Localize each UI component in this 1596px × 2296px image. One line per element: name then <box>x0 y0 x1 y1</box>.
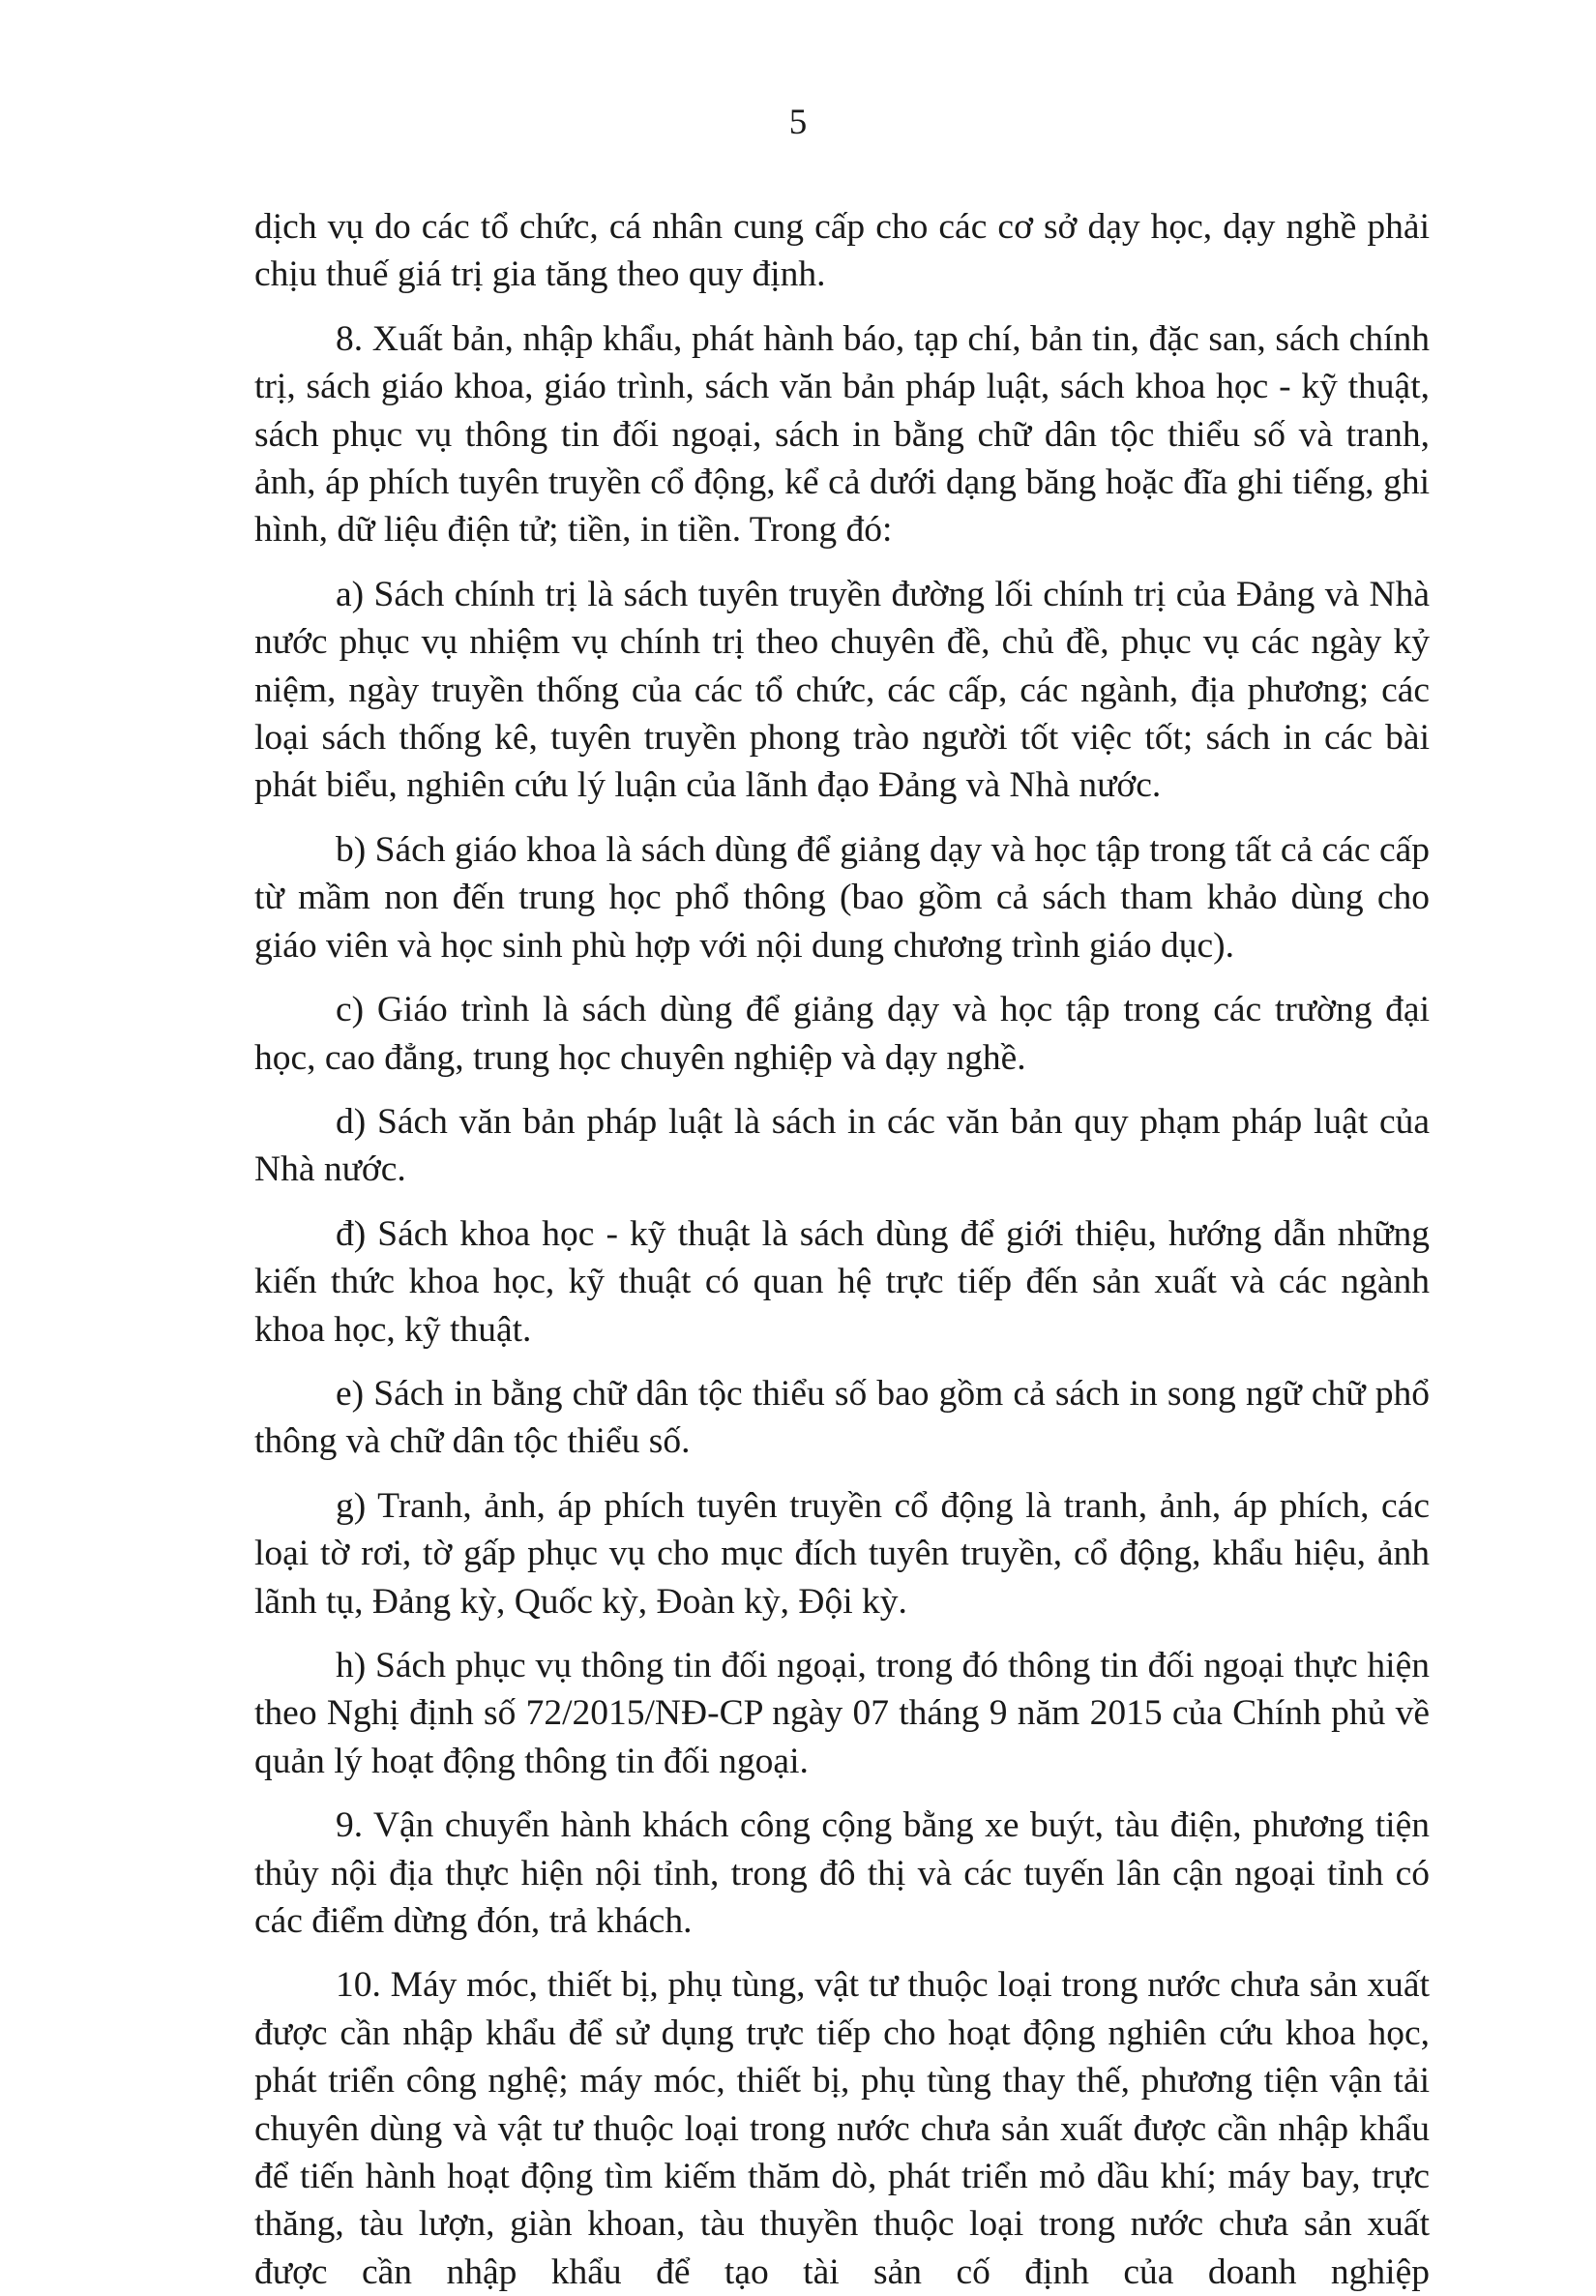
paragraph-item-8h: h) Sách phục vụ thông tin đối ngoại, trong đó thông tin đối ngoại thực hiện theo Nghị định số 72/2015/NĐ-CP ngày 07 tháng 9 năm 2015 của Chính phủ về quản lý hoạt động thông tin đối ngoại. <box>254 1645 1430 1781</box>
paragraph-continued: dịch vụ do các tổ chức, cá nhân cung cấp cho các cơ sở dạy học, dạy nghề phải chịu thuế giá trị gia tăng theo quy định. <box>254 207 1430 295</box>
paragraph-item-8a: a) Sách chính trị là sách tuyên truyền đường lối chính trị của Đảng và Nhà nước phục vụ nhiệm vụ chính trị theo chuyên đề, chủ đề, phục vụ các ngày kỷ niệm, ngày truyền thống của các tổ chức, các cấp, các ngành, địa phương; các loại sách thống kê, tuyên truyền phong trào người tốt việc tốt; sách in các bài phát biểu, nghiên cứu lý luận của lãnh đạo Đảng và Nhà nước. <box>254 574 1430 806</box>
paragraph-item-8g: g) Tranh, ảnh, áp phích tuyên truyền cổ động là tranh, ảnh, áp phích, các loại tờ rơi, tờ gấp phục vụ cho mục đích tuyên truyền, cổ động, khẩu hiệu, ảnh lãnh tụ, Đảng kỳ, Quốc kỳ, Đoàn kỳ, Đội kỳ. <box>254 1485 1430 1622</box>
paragraph-item-10: 10. Máy móc, thiết bị, phụ tùng, vật tư thuộc loại trong nước chưa sản xuất được cần nhập khẩu để sử dụng trực tiếp cho hoạt động nghiên cứu khoa học, phát triển công nghệ; máy móc, thiết bị, phụ tùng thay thế, phương tiện vận tải chuyên dùng và vật tư thuộc loại trong nước chưa sản xuất được cần nhập khẩu để tiến hành hoạt động tìm kiếm thăm dò, phát triển mỏ dầu khí; máy bay, trực thăng, tàu lượn, giàn khoan, tàu thuyền thuộc loại trong nước chưa sản xuất được cần nhập khẩu để tạo tài sản cố định của doanh nghiệp <box>254 1965 1430 2292</box>
paragraph-item-8b: b) Sách giáo khoa là sách dùng để giảng dạy và học tập trong tất cả các cấp từ mầm non đến trung học phổ thông (bao gồm cả sách tham khảo dùng cho giáo viên và học sinh phù hợp với nội dung chương trình giáo dục). <box>254 829 1430 966</box>
paragraph-item-8e: e) Sách in bằng chữ dân tộc thiểu số bao gồm cả sách in song ngữ chữ phổ thông và chữ dân tộc thiểu số. <box>254 1373 1430 1462</box>
paragraph-item-8c: c) Giáo trình là sách dùng để giảng dạy và học tập trong các trường đại học, cao đẳng, trung học chuyên nghiệp và dạy nghề. <box>254 990 1430 1078</box>
paragraph-item-9: 9. Vận chuyển hành khách công cộng bằng xe buýt, tàu điện, phương tiện thủy nội địa thực hiện nội tỉnh, trong đô thị và các tuyến lân cận ngoại tỉnh có các điểm dừng đón, trả khách. <box>254 1805 1430 1941</box>
paragraph-item-8dd: đ) Sách khoa học - kỹ thuật là sách dùng để giới thiệu, hướng dẫn những kiến thức khoa học, kỹ thuật có quan hệ trực tiếp đến sản xuất và các ngành khoa học, kỹ thuật. <box>254 1213 1430 1350</box>
paragraph-item-8d: d) Sách văn bản pháp luật là sách in các văn bản quy phạm pháp luật của Nhà nước. <box>254 1101 1430 1190</box>
page-number: 5 <box>788 103 808 142</box>
paragraph-item-8: 8. Xuất bản, nhập khẩu, phát hành báo, tạp chí, bản tin, đặc san, sách chính trị, sách giáo khoa, giáo trình, sách văn bản pháp luật, sách khoa học - kỹ thuật, sách phục vụ thông tin đối ngoại, sách in bằng chữ dân tộc thiểu số và tranh, ảnh, áp phích tuyên truyền cổ động, kể cả dưới dạng băng hoặc đĩa ghi tiếng, ghi hình, dữ liệu điện tử; tiền, in tiền. Trong đó: <box>254 318 1430 551</box>
document-body <box>254 203 1430 2296</box>
